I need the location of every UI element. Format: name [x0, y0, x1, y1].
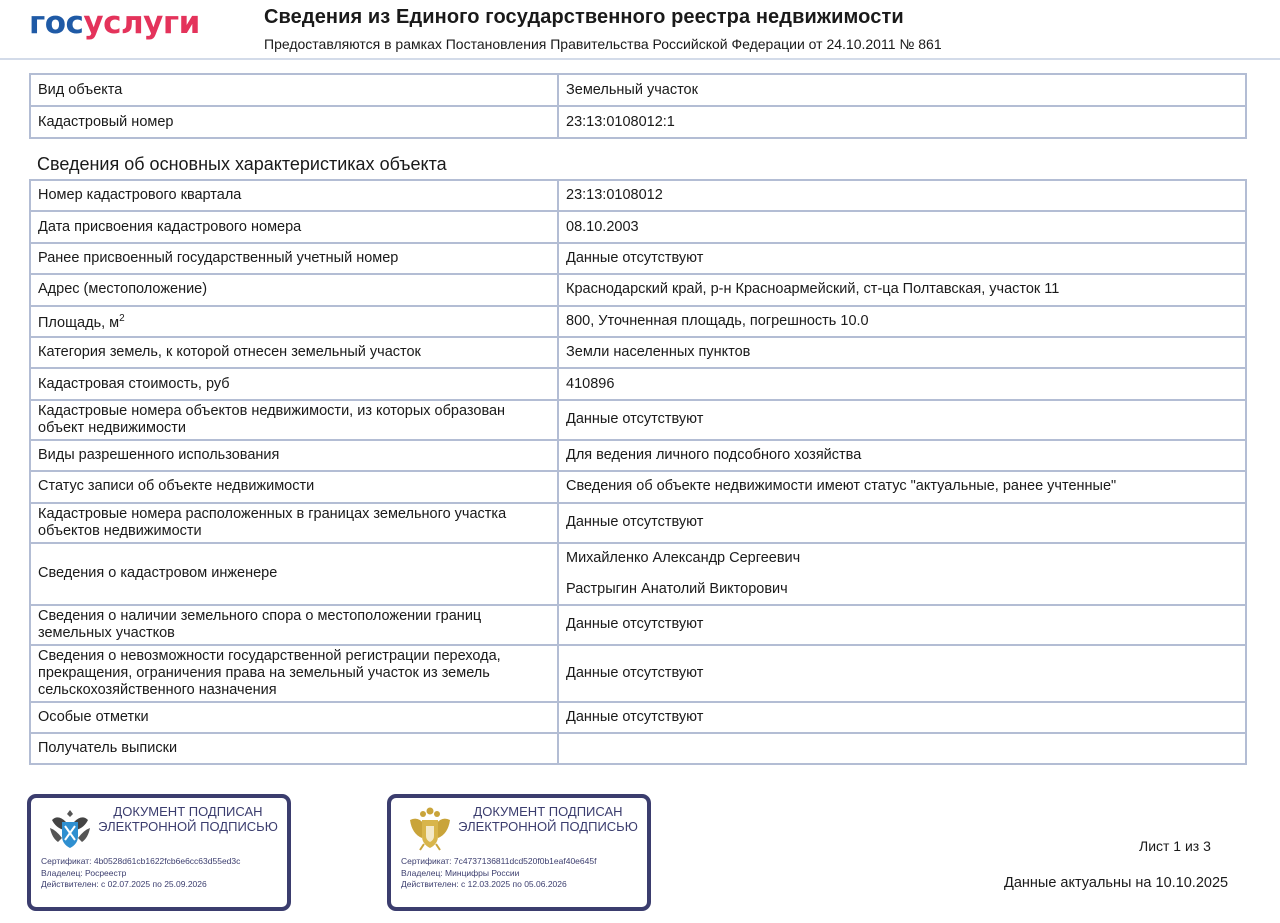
table-row: [30, 180, 1246, 211]
row-label: Кадастровые номера расположенных в границах земельного участка объектов недвижимости: [30, 503, 558, 543]
row-value: Данные отсутствуют: [558, 243, 1246, 274]
row-value: Для ведения личного подсобного хозяйства: [558, 440, 1246, 471]
russian-coat-of-arms-icon: [406, 806, 454, 852]
table-row: [30, 733, 1246, 764]
area-label-superscript: 2: [119, 313, 125, 325]
row-label: Кадастровая стоимость, руб: [30, 368, 558, 399]
stamp-certificate: Сертификат: 7c4737136811dcd520f0b1eaf40e645f: [401, 856, 597, 866]
row-label: Дата присвоения кадастрового номера: [30, 211, 558, 242]
row-label: Сведения о наличии земельного спора о местоположении границ земельных участков: [30, 605, 558, 645]
table-row: [30, 543, 1246, 605]
stamp-details: [41, 856, 240, 891]
stamp-details: [401, 856, 596, 891]
row-value: Данные отсутствуют: [558, 605, 1246, 645]
document-subtitle: Предоставляются в рамках Постановления Правительства Российской Федерации от 24.10.2011 № 861: [264, 36, 942, 52]
row-label: Адрес (местоположение): [30, 274, 558, 305]
table-row: [30, 211, 1246, 242]
page-header: [0, 0, 1280, 60]
row-value: Земельный участок: [558, 74, 1246, 106]
row-value: 800, Уточненная площадь, погрешность 10.0: [558, 306, 1246, 337]
table-row: [30, 702, 1246, 733]
row-value: Данные отсутствуют: [558, 702, 1246, 733]
row-label: Кадастровый номер: [30, 106, 558, 138]
row-value: Данные отсутствуют: [558, 400, 1246, 440]
characteristics-table: [29, 179, 1247, 765]
table-row: [30, 471, 1246, 502]
table-row: [30, 503, 1246, 543]
table-row: [30, 400, 1246, 440]
row-value: Данные отсутствуют: [558, 645, 1246, 702]
row-value: Сведения об объекте недвижимости имеют статус "актуальные, ранее учтенные": [558, 471, 1246, 502]
logo-part-uslugi: услуги: [83, 5, 200, 41]
row-label: Особые отметки: [30, 702, 558, 733]
page-number: Лист 1 из 3: [1139, 838, 1211, 854]
table-row: [30, 440, 1246, 471]
row-label: Сведения о невозможности государственной регистрации перехода, прекращения, ограничения права на земельный участок из земель сельскохозяйственного назначения: [30, 645, 558, 702]
table-row: [30, 243, 1246, 274]
rosreestr-emblem-icon: [46, 806, 94, 852]
table-row: [30, 337, 1246, 368]
signature-stamp-rosreestr: [27, 794, 291, 911]
gosuslugi-logo[interactable]: [29, 4, 200, 42]
row-value: [558, 733, 1246, 764]
row-label: Номер кадастрового квартала: [30, 180, 558, 211]
stamp-owner: Владелец: Минцифры России: [401, 867, 520, 878]
row-value: Земли населенных пунктов: [558, 337, 1246, 368]
row-label: Получатель выписки: [30, 733, 558, 764]
engineer-name: Михайленко Александр Сергеевич: [566, 549, 801, 566]
document-title: Сведения из Единого государственного реестра недвижимости: [264, 6, 904, 28]
table-row: [30, 106, 1246, 138]
stamp-certificate: Сертификат: 4b0528d61cb1622fcb6e6cc63d55ed3c: [41, 856, 241, 866]
table-row: [30, 74, 1246, 106]
row-label: Статус записи об объекте недвижимости: [30, 471, 558, 502]
stamp-validity: Действителен: с 12.03.2025 по 05.06.2026: [401, 879, 567, 889]
stamp-owner: Владелец: Росреестр: [41, 867, 127, 878]
table-row: [30, 645, 1246, 702]
row-value-engineers: [558, 543, 1246, 605]
area-label: Площадь, м: [38, 315, 120, 332]
data-actual-date: Данные актуальны на 10.10.2025: [1004, 875, 1229, 891]
section-title: Сведения об основных характеристиках объекта: [37, 154, 447, 174]
row-label: Кадастровые номера объектов недвижимости, из которых образован объект недвижимости: [30, 400, 558, 440]
row-label: Вид объекта: [30, 74, 558, 106]
engineer-name: Растрыгин Анатолий Викторович: [566, 580, 788, 597]
row-label: Виды разрешенного использования: [30, 440, 558, 471]
table-row: [30, 274, 1246, 305]
row-label: Ранее присвоенный государственный учетный номер: [30, 243, 558, 274]
row-value: 410896: [558, 368, 1246, 399]
row-value: 08.10.2003: [558, 211, 1246, 242]
table-row: [30, 368, 1246, 399]
row-value: Данные отсутствуют: [558, 503, 1246, 543]
row-label: Категория земель, к которой отнесен земельный участок: [30, 337, 558, 368]
logo-part-gos: гос: [29, 5, 84, 41]
stamp-validity: Действителен: с 02.07.2025 по 25.09.2026: [41, 879, 207, 889]
row-label: Сведения о кадастровом инженере: [30, 543, 558, 605]
signature-stamp-mintsifry: [387, 794, 651, 911]
row-value: 23:13:0108012:1: [558, 106, 1246, 138]
row-label: [30, 306, 558, 337]
stamp-heading: ДОКУМЕНТ ПОДПИСАН ЭЛЕКТРОННОЙ ПОДПИСЬЮ: [98, 804, 278, 834]
row-value: Краснодарский край, р-н Красноармейский, ст-ца Полтавская, участок 11: [558, 274, 1246, 305]
row-value: 23:13:0108012: [558, 180, 1246, 211]
object-table: [29, 73, 1247, 139]
table-row: [30, 605, 1246, 645]
table-row: [30, 306, 1246, 337]
stamp-heading: ДОКУМЕНТ ПОДПИСАН ЭЛЕКТРОННОЙ ПОДПИСЬЮ: [458, 804, 638, 834]
